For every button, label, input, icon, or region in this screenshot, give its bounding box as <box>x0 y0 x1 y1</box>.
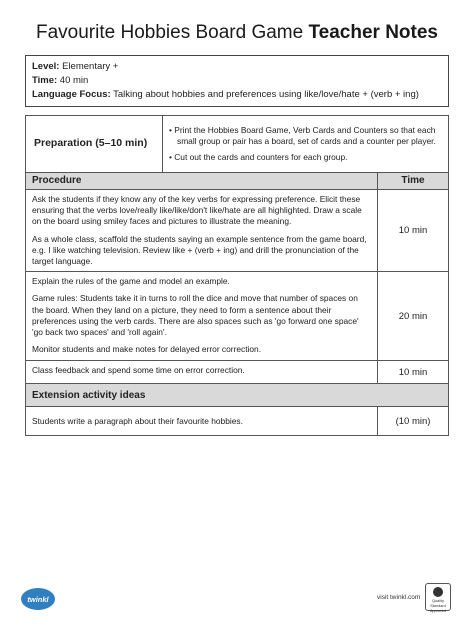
procedure-row <box>26 190 449 272</box>
time-line <box>32 74 442 88</box>
procedure-paragraph: Explain the rules of the game and model an example. <box>32 276 230 287</box>
focus-label: Language Focus: <box>32 89 111 100</box>
preparation-item: • Print the Hobbies Board Game, Verb Cards and Counters so that each small group or pair has a board, set of cards and a counter per player. <box>169 124 436 146</box>
preparation-list <box>163 116 449 173</box>
procedure-paragraph: Ask the students if they know any of the key verbs for expressing preference. Elicit these ensuring that the verbs love/really like/like/don't like/hate are all highlighted. Draw a scale on the board using smiley faces and pictures to illustrate the meaning. <box>32 194 362 227</box>
preparation-item: • Cut out the cards and counters for each group. <box>169 152 348 163</box>
procedure-row <box>26 272 449 361</box>
focus-line <box>32 88 442 102</box>
procedure-time: 20 min <box>378 272 449 361</box>
level-line <box>32 60 442 74</box>
extension-text: Students write a paragraph about their favourite hobbies. <box>26 407 378 436</box>
procedure-paragraph: Monitor students and make notes for delayed error correction. <box>32 344 262 355</box>
procedure-header-row <box>26 173 449 190</box>
procedure-text <box>26 272 378 361</box>
extension-header: Extension activity ideas <box>26 384 449 407</box>
quality-badge-icon <box>425 583 451 611</box>
procedure-time: 10 min <box>378 361 449 384</box>
procedure-text <box>26 361 378 384</box>
title-main: Favourite Hobbies Board Game <box>36 22 309 43</box>
procedure-row <box>26 361 449 384</box>
badge-mark-icon <box>433 587 443 597</box>
procedure-time: 10 min <box>378 190 449 272</box>
lesson-info-box <box>25 55 449 107</box>
twinkl-logo: twinkl <box>21 588 55 610</box>
procedure-header: Procedure <box>26 173 378 190</box>
procedure-paragraph: Game rules: Students take it in turns to roll the dice and move that number of spaces on the board. When they land on a picture, they need to form a sentence about their preferences using the verb cards. There are also spaces such as 'go forward one space' 'go back two spaces' and 'roll again'. <box>32 293 359 338</box>
focus-value: Talking about hobbies and preferences using like/love/hate + (verb + ing) <box>110 89 419 100</box>
lesson-table <box>25 115 449 436</box>
time-value: 40 min <box>57 75 89 86</box>
level-label: Level: <box>32 61 60 72</box>
extension-header-row <box>26 384 449 407</box>
title-bold: Teacher Notes <box>308 22 438 43</box>
level-value: Elementary + <box>59 61 119 72</box>
procedure-paragraph: Class feedback and spend some time on error correction. <box>32 365 245 376</box>
page-title <box>0 22 474 44</box>
time-label: Time: <box>32 75 58 86</box>
footer-url[interactable]: visit twinkl.com <box>377 594 421 601</box>
time-header: Time <box>378 173 449 190</box>
preparation-row <box>26 116 449 173</box>
procedure-text <box>26 190 378 272</box>
extension-time: (10 min) <box>378 407 449 436</box>
procedure-paragraph: As a whole class, scaffold the students saying an example sentence from the game board, e.g. I like watching television. Review like + (verb + ing) and drill the pronunciation of the target language. <box>32 233 367 267</box>
extension-row <box>26 407 449 436</box>
badge-text: Quality Standard Approved <box>429 599 447 613</box>
preparation-title: Preparation (5–10 min) <box>26 116 163 173</box>
